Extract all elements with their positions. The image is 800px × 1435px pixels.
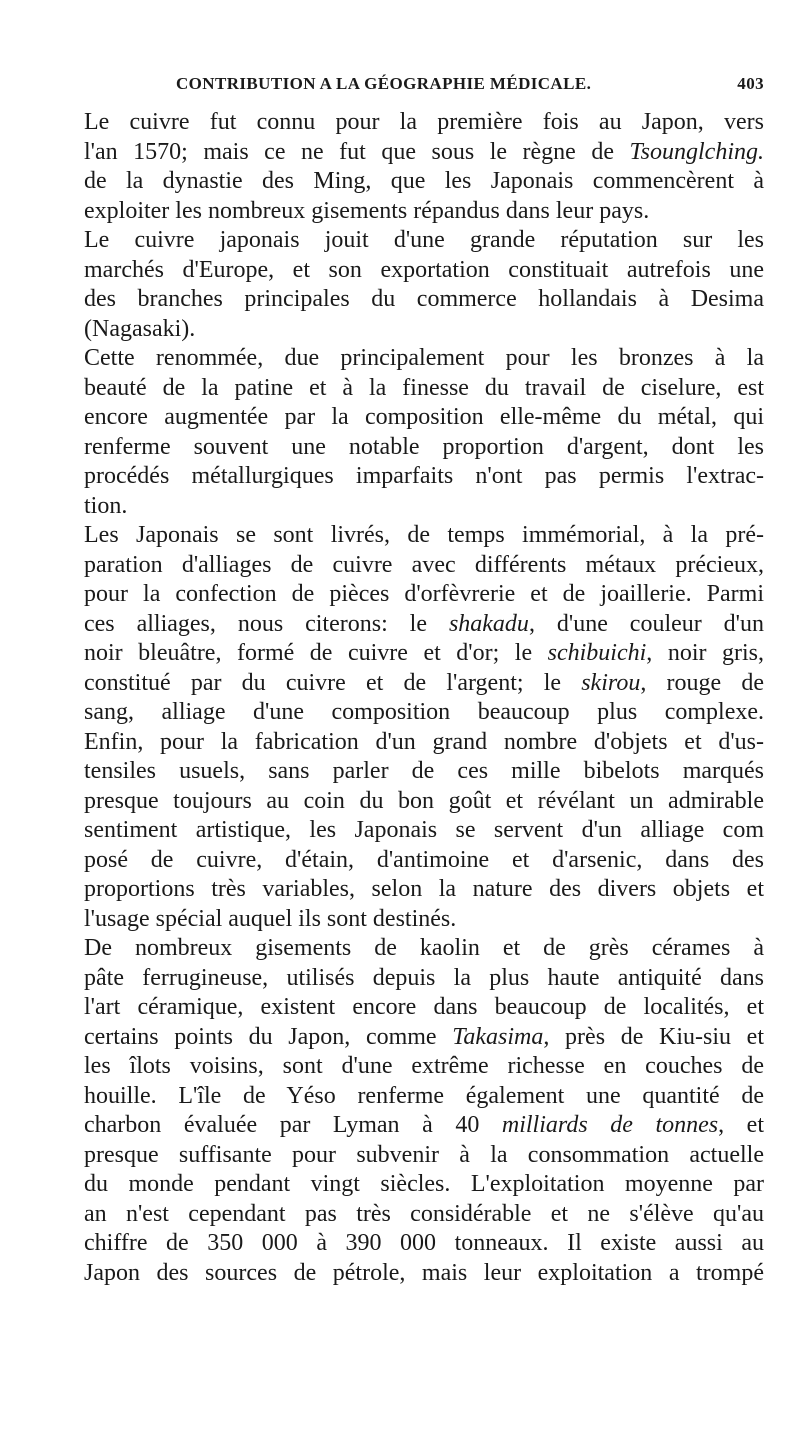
text-line [84, 993, 764, 1023]
text-line [84, 197, 764, 227]
line-text: ces alliages, nous citerons: le [84, 610, 449, 637]
line-text: proportions très variables, selon la nature des divers objets et [84, 876, 764, 902]
italic-term: skirou [581, 669, 641, 696]
text-line [84, 787, 764, 817]
text-line [84, 846, 764, 876]
text-line [84, 1259, 764, 1289]
text-line [84, 521, 764, 551]
italic-term: shakadu [448, 610, 529, 637]
line-text: charbon évaluée par Lyman à 40 [84, 1112, 502, 1138]
text-line [84, 1170, 764, 1200]
line-text: paration d'alliages de cuivre avec différents métaux précieux, [84, 551, 764, 578]
text-line [84, 964, 764, 994]
text-line [84, 1052, 764, 1082]
line-text: du monde pendant vingt siècles. L'exploitation moyenne par [84, 1171, 764, 1197]
line-text: certains points du Japon, comme [84, 1023, 453, 1050]
line-text: tensiles usuels, sans parler de ces mille bibelots marqués [84, 758, 764, 784]
text-line [84, 108, 764, 138]
line-text: des branches principales du commerce hollandais à Desima [84, 286, 764, 312]
line-text: Le cuivre fut connu pour la première fois au Japon, vers [84, 109, 764, 135]
running-title: CONTRIBUTION A LA GÉOGRAPHIE MÉDICALE. [176, 74, 592, 93]
line-text: houille. L'île de Yéso renferme également une quantité de [84, 1082, 764, 1109]
line-text: , noir gris, [646, 640, 764, 666]
text-line [84, 875, 764, 905]
text-line [84, 639, 764, 669]
text-line [84, 757, 764, 787]
line-text: noir bleuâtre, formé de cuivre et d'or; le [84, 640, 548, 666]
text-line [84, 698, 764, 728]
line-text: De nombreux gisements de kaolin et de grès cérames à [84, 935, 764, 961]
line-text: procédés métallurgiques imparfaits n'ont pas permis l'extrac- [84, 463, 764, 489]
italic-term: schibuichi [547, 640, 647, 666]
text-line [84, 374, 764, 404]
line-text: , rouge de [640, 669, 764, 696]
line-text: (Nagasaki). [84, 315, 196, 342]
text-line [84, 492, 764, 522]
line-text: pâte ferrugineuse, utilisés depuis la plus haute antiquité dans [84, 964, 764, 991]
line-text: Le cuivre japonais jouit d'une grande réputation sur les [84, 227, 764, 253]
text-line [84, 1082, 764, 1112]
line-text: , près de Kiu-siu et [543, 1023, 764, 1050]
line-text: Enfin, pour la fabrication d'un grand nombre d'objets et d'us- [84, 728, 764, 755]
text-line [84, 167, 764, 197]
text-line [84, 344, 764, 374]
text-line [84, 285, 764, 315]
line-text: l'art céramique, existent encore dans beaucoup de localités, et [84, 994, 764, 1020]
line-text: , et [718, 1112, 765, 1138]
text-line [84, 1141, 764, 1171]
text-line [84, 934, 764, 964]
page-header [84, 70, 764, 100]
text-line [84, 433, 764, 463]
text-line [84, 256, 764, 286]
line-text: an n'est cependant pas très considérable et ne s'élève qu'au [84, 1200, 764, 1227]
line-text: exploiter les nombreux gisements répandus dans leur pays. [84, 197, 650, 224]
line-text: , d'une couleur d'un [528, 610, 765, 637]
line-text: Japon des sources de pétrole, mais leur exploitation a trompé [84, 1259, 764, 1286]
text-line [84, 551, 764, 581]
line-text: chiffre de 350 000 à 390 000 tonneaux. Il existe aussi au [84, 1230, 764, 1256]
text-line [84, 816, 764, 846]
italic-term: milliards de tonnes [501, 1112, 719, 1138]
text-line [84, 403, 764, 433]
line-text: presque toujours au coin du bon goût et révélant un admirable [84, 787, 764, 814]
text-line [84, 1023, 764, 1053]
text-line [84, 610, 764, 640]
line-text: constitué par du cuivre et de l'argent; le [84, 669, 582, 696]
body-text [84, 108, 764, 1288]
text-line [84, 728, 764, 758]
line-text: Les Japonais se sont livrés, de temps immémorial, à la pré- [84, 522, 764, 548]
line-text: l'an 1570; mais ce ne fut que sous le règne de [84, 138, 630, 165]
italic-term: Takasima [452, 1023, 544, 1050]
line-text: de la dynastie des Ming, que les Japonais commencèrent à [84, 168, 764, 194]
text-line [84, 315, 764, 345]
line-text: pour la confection de pièces d'orfèvrerie et de joaillerie. Parmi [84, 581, 764, 607]
line-text: l'usage spécial auquel ils sont destinés. [84, 905, 457, 932]
text-line [84, 226, 764, 256]
line-text: posé de cuivre, d'étain, d'antimoine et d'arsenic, dans des [84, 846, 764, 873]
line-text: Cette renommée, due principalement pour les bronzes à la [84, 345, 764, 371]
text-line [84, 580, 764, 610]
text-line [84, 462, 764, 492]
line-text: sentiment artistique, les Japonais se servent d'un alliage com [84, 817, 764, 843]
text-line [84, 905, 764, 935]
line-text: presque suffisante pour subvenir à la consommation actuelle [84, 1141, 764, 1168]
text-line [84, 1111, 764, 1141]
line-text: sang, alliage d'une composition beaucoup plus complexe. [84, 699, 764, 725]
line-text: encore augmentée par la composition elle-même du métal, qui [84, 404, 764, 430]
page-number: 403 [737, 74, 764, 93]
text-line [84, 1200, 764, 1230]
line-text: marchés d'Europe, et son exportation constituait autrefois une [84, 256, 764, 283]
line-text: tion. [84, 492, 128, 519]
italic-term: Tsounglching. [629, 138, 764, 165]
line-text: les îlots voisins, sont d'une extrême richesse en couches de [84, 1053, 764, 1079]
line-text: beauté de la patine et à la finesse du travail de ciselure, est [84, 374, 764, 401]
line-text: renferme souvent une notable proportion d'argent, dont les [84, 433, 764, 460]
text-line [84, 1229, 764, 1259]
text-line [84, 138, 764, 168]
text-line [84, 669, 764, 699]
